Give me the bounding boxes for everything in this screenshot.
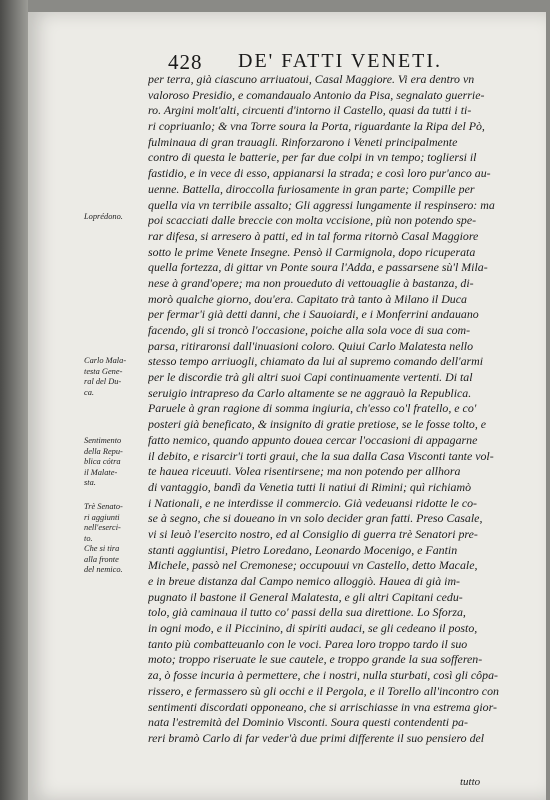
margin-note-malatesta-general [84,356,146,398]
text-line: fulminaua di gran trauagli. Rinforzarono i Veneti principalmente [148,134,458,149]
margin-note-line: alla fronte [84,554,119,564]
page-header [140,44,480,72]
text-line: contro di questa le batterie, per far due colpi in vn tempo; togliersi il [148,150,477,165]
text-line: sentimenti discordati opponeano, che si arrischiasse in vna estrema gior- [148,699,497,714]
margin-note-line: blica cótra [84,457,121,466]
text-line: ri copriuanlo; & vna Torre soura la Porta, riguardante la Ripa del Pò, [148,119,485,134]
text-line: moto; troppo riseruate le sue cautele, e troppo grande la sua sofferen- [148,652,483,667]
text-line: rissero, e fermassero sù gli occhi e il Pergola, e il Torello all'incontro con [148,683,499,698]
text-line: per fermar'i già detti danni, che i Sauoiardi, e i Monferrini andauano [148,307,479,322]
margin-note-line: sta. [84,478,96,487]
text-line: stanti aggiuntisi, Pietro Loredano, Leonardo Mocenigo, e Fantin [148,542,458,557]
text-line: i Nationali, e ne interdisse il commercio. Già vedeuansi ridotte le co- [148,495,478,510]
text-line: facendo, gli si troncò l'occasione, poiche alla sola voce di sua com- [148,323,471,337]
margin-note-line: Carlo Mala- [84,356,127,365]
catchword: tutto [460,776,481,788]
text-line: za, ò fosse incuria à permettere, che i nostri, nulla sturbati, così gli côpa- [148,668,498,683]
margin-note-line: della Repu- [84,446,123,456]
margin-note-line: ral del Du- [84,377,122,386]
margin-note-line: del nemico. [84,565,123,574]
text-line: tanto più combatteuanlo con le voci. Parea loro troppo tardo il suo [148,636,468,651]
text-line: Michele, passò nel Cremonese; occupouui vn Castello, detto Macale, [148,558,478,573]
margin-note-line: Loprédono. [84,212,123,221]
text-line: sotto le prime Venete Insegne. Pensò il Carmignola, dopo ricuperata [148,244,476,259]
margin-note-line: Trè Senato- [84,502,123,511]
margin-note-line: Sentimento [84,436,122,445]
text-line: se à segno, che si doueano in vn solo decider gran fatti. Preso Casale, [148,511,483,526]
margin-note-line: nell'eserci- [84,523,121,532]
margin-note-lopredono [84,212,146,223]
text-line: parsa, ritiraronsi dall'inuasioni coloro. Quiui Carlo Malatesta nello [148,338,474,353]
text-line: e in breue distanza dal Campo nemico alloggiò. Hauea di già im- [148,574,460,588]
text-line: posteri già beneficato, & insignito di gratie pretiose, se le fosse tolto, e [148,417,487,432]
text-line: in ogni modo, e il Piccinino, di spiriti audaci, se gli cedeano il posto, [148,621,478,636]
text-line: Paruele à gran ragione di somma ingiuria, ch'esso co'l fratello, e co' [148,401,477,416]
margin-note-line: ca. [84,387,94,397]
text-line: seruigio intrapreso da Carlo altamente se ne aggrauò la Republica. [148,385,472,400]
text-line: te hauea riceuuti. Volea risentirsene; ma non potendo per allhora [148,464,461,479]
text-line: quella via vn terribile assalto; Gli aggressi lungamente il respinsero: ma [148,197,495,212]
text-line: il debito, e risarcir'i torti graui, che la sua dalla Casa Visconti tante vol- [148,448,494,463]
text-line: stesso tempo arriuogli, chiamato da lui al supremo comando dell'armi [148,354,484,369]
text-line: quella fortezza, di gittar vn Ponte soura l'Adda, e passarsene sù'l Mila- [148,260,488,275]
text-line: poi scacciati dalle breccie con molta vccisione, più non potendo spe- [148,213,477,228]
text-line: pugnato il bastone il General Malatesta, e gli altri Capitani cedu- [148,589,463,604]
text-line: tolo, già caminaua il tutto co' passi della sua direttione. Lo Sforza, [148,605,466,620]
running-title: DE' FATTI VENETI. [238,50,443,72]
text-line: nata l'estremità del Dominio Visconti. Soura questi contendenti pa- [148,715,468,730]
margin-note-republic-sentiment [84,436,146,489]
text-line: reri bramò Carlo di far veder'à due primi differente il suo pensiero del [148,730,485,745]
margin-note-line: to. [84,533,93,543]
text-line: per terra, già ciascuno arriuatoui, Casal Maggiore. Vi era dentro vn [148,72,475,86]
margin-note-line: Che si tira [84,544,120,553]
text-line: di vantaggio, bandì da Venetia tutti li natiui di Rimini; quì richiamò [148,479,472,494]
text-line: fatto nemico, quando appunto doueа cercar l'occasioni di appagarne [148,432,478,447]
text-line: ro. Argini molt'alti, circuenti d'intorno il Castello, quasi da tutti i ti- [148,103,472,118]
text-line: rar difesa, si arresero à patti, ed in tal forma ritornò Casal Maggiore [148,228,479,243]
text-line: valoroso Presidio, e comandaualo Antonio da Pisa, segnalato guerrie- [148,87,485,102]
margin-note-senators-added [84,502,146,576]
book-gutter-shadow [0,0,28,800]
text-line: morò qualche giorno, dou'era. Capitato trà tanto à Milano il Duca [148,291,467,306]
text-line: uenne. Battella, diroccolla furiosamente in gran parte; Compille per [148,181,475,196]
text-line: vi si leuò l'esercito nostro, ed al Consiglio di guerra trè Senatori pre- [148,526,478,541]
page-number: 428 [168,50,203,74]
text-line: nese à grand'opere; ma non proueduto di vettouaglie à bastanza, di- [148,275,474,290]
text-line: per le discordie trà gli altri suoi Capi continuamente vertenti. Di tal [148,370,473,385]
text-line: fastidio, e in vece di esso, appianarsi la strada; e così loro pur'anco au- [148,166,491,181]
main-text-column [148,72,500,747]
margin-note-line: testa Gene- [84,366,123,376]
margin-note-line: il Malate- [84,467,118,477]
margin-note-line: ri aggiunti [84,512,120,522]
